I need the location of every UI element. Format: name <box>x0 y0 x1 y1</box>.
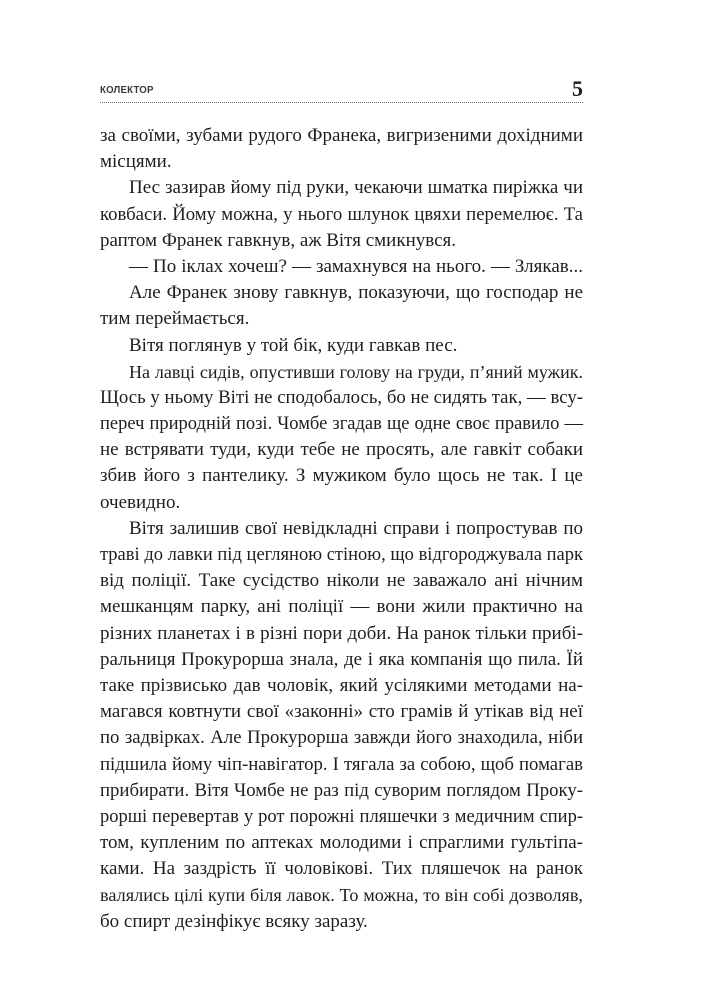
text-line: ральниця Прокурорша знала, де і яка компанія що пила. Їй <box>100 648 583 670</box>
text-line: бо спирт дезінфікує всяку заразу. <box>100 910 368 932</box>
text-line: Вітя поглянув у той бік, куди гавкав пес. <box>129 334 458 356</box>
text-line: прибирати. Вітя Чомбе не раз під суворим поглядом Проку- <box>100 779 583 801</box>
text-line: очевидно. <box>100 491 181 513</box>
text-line: таке прізвисько дав чоловік, який усілякими методами на- <box>100 674 583 696</box>
text-line: місцями. <box>100 151 172 173</box>
text-line: том, купленим по аптеках молодими і спраглими гультіпа- <box>100 832 583 854</box>
text-line: ками. На заздрість її чоловікові. Тих пляшечок на ранок <box>100 858 583 880</box>
page-number: 5 <box>572 76 583 101</box>
body-text <box>100 123 583 935</box>
text-line: валялись цілі купи біля лавок. То можна, то він собі дозволяв, <box>100 885 583 906</box>
text-line: по задвірках. Але Прокурорша завжди його знаходила, ніби <box>100 727 583 749</box>
text-line: Щось у ньому Віті не сподобалось, бо не сидять так, — всу- <box>100 386 583 408</box>
text-line: Вітя залишив свої невідкладні справи і попростував по <box>129 517 583 539</box>
running-title: КОЛЕКТОР <box>100 84 154 96</box>
text-line: різних планетах і в різні пори доби. На ранок тільки прибі- <box>100 622 583 644</box>
text-line: На лавці сидів, опустивши голову на груди, п’яний мужик. <box>129 361 583 382</box>
text-line: мешканцям парку, ані поліції — вони жили практично на <box>100 596 583 618</box>
text-line: збив його з пантелику. З мужиком було щось не так. І це <box>100 465 583 487</box>
header-divider <box>100 102 583 103</box>
text-line: Але Франек знову гавкнув, показуючи, що господар не <box>129 282 583 304</box>
text-line: переч природній позі. Чомбе згадав ще одне своє правило — <box>100 414 583 435</box>
text-line: магався ковтнути свої «законні» сто грамів й утікав від неї <box>100 701 583 723</box>
text-line: не встрявати туди, куди тебе не просять, але гавкіт собаки <box>100 439 583 461</box>
text-line: від поліції. Таке сусідство ніколи не заважало ані нічним <box>100 570 583 592</box>
text-line: траві до лавки під цегляною стіною, що відгороджувала парк <box>100 545 583 565</box>
text-line: ковбаси. Йому можна, у нього шлунок цвяхи перемелює. Та <box>100 203 583 225</box>
text-line: рорші перевертав у рот порожні пляшечки з медичним спир- <box>100 806 583 827</box>
text-line: підшила йому чіп-навігатор. І тягала за собою, щоб помагав <box>100 753 583 775</box>
text-line: — По іклах хочеш? — замахнувся на нього. — Злякав... <box>129 255 583 277</box>
text-line: Пес зазирав йому під руки, чекаючи шматка пиріжка чи <box>129 177 583 199</box>
text-line: за своїми, зубами рудого Франека, вигризеними дохідними <box>100 125 583 146</box>
running-head <box>100 78 583 102</box>
text-line: тим переймається. <box>100 308 250 330</box>
text-line: раптом Франек гавкнув, аж Вітя смикнувся. <box>100 229 457 251</box>
